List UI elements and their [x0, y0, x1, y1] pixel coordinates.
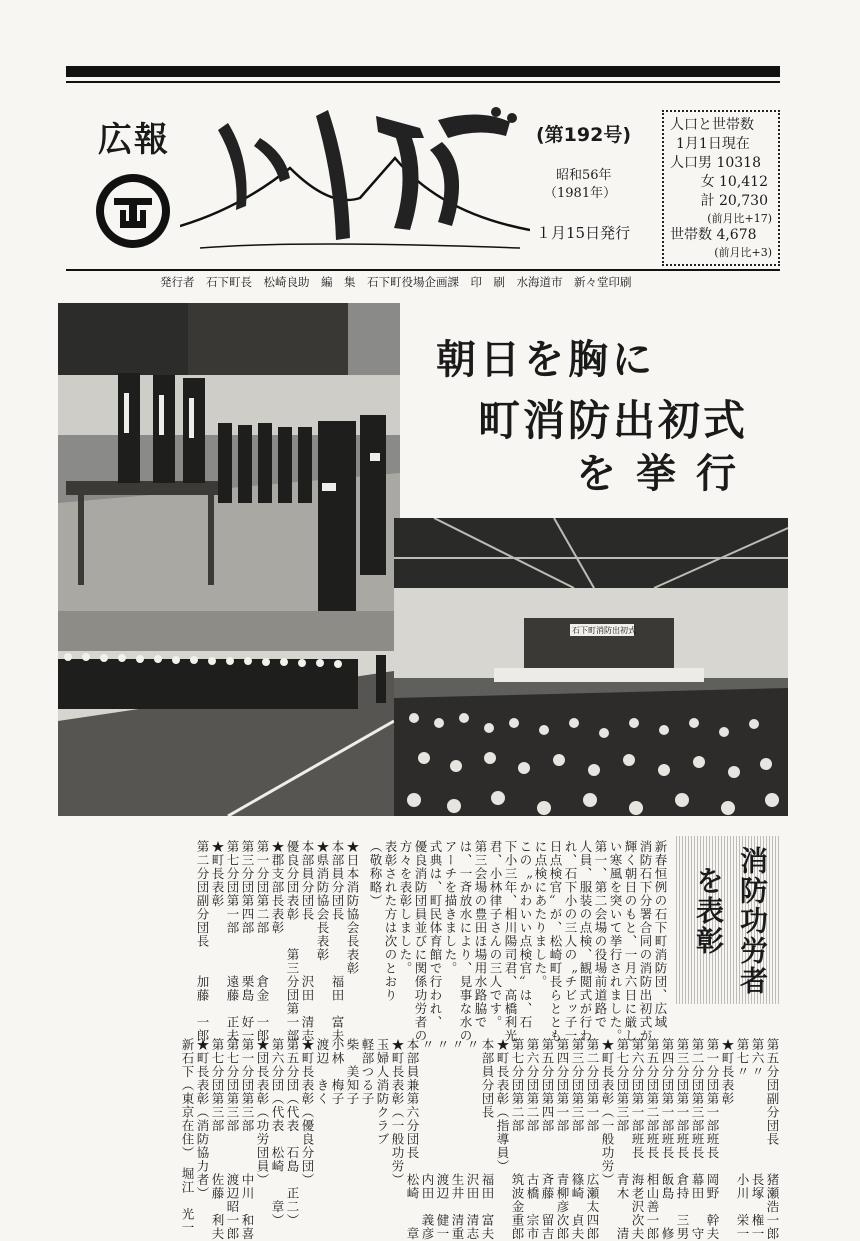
award-entry: 第七分団第三部 渡辺昭一郎 — [225, 1038, 240, 1241]
top-rule-thin — [66, 81, 780, 83]
masthead-bottom-rule — [66, 269, 780, 271]
section-title-box — [676, 836, 780, 1004]
population-as-of: 1月1日現在 — [676, 136, 750, 152]
population-total: 計 20,730 — [700, 193, 768, 209]
population-title: 人口と世帯数 — [670, 117, 754, 133]
award-entry: 小林 梅子 — [330, 1038, 345, 1106]
award-entry: 新石下（東京在住） 堀江 光一 — [180, 1038, 195, 1235]
issue-number: (第192号) — [536, 124, 632, 146]
article-column: 新春恒例の石下町消防団、広域 — [653, 840, 668, 1029]
article-column: 消防石下分署合同の消防出初式が — [638, 840, 653, 1043]
award-entry: 玉婦人消防クラブ — [375, 1038, 390, 1146]
western-year: （1981年） — [544, 186, 617, 201]
award-entry: ★町長表彰（消防協力者） — [195, 1038, 210, 1200]
population-households-diff: (前月比+3) — [714, 246, 772, 259]
award-entry: 第五分団（代表 石島 正二） — [285, 1038, 300, 1227]
publisher-line: 発行者 石下町長 松崎良助 編 集 石下町役場企画課 印 刷 水海道市 新々堂印刷 — [160, 275, 632, 289]
article-column: 輝く朝日のもと、一月六日に厳し — [623, 840, 638, 1043]
article-column: に点検にあたりました。 — [533, 840, 548, 989]
award-entry: ★郡支部長表彰 — [270, 840, 285, 935]
award-entry: ★町長表彰 — [210, 840, 225, 908]
award-entry: 柴 美知子 — [345, 1038, 360, 1106]
photo-gym-ceremony — [394, 518, 788, 816]
award-entry: 第四分団第一部班長 飯島 修 — [660, 1038, 675, 1241]
article-column: この〝かわいい点検官〟は、石 — [518, 840, 533, 1029]
headline-line1: 朝日を胸に — [436, 336, 656, 383]
award-entry: 第四分団第一部 青柳彦次郎 — [555, 1038, 570, 1241]
population-box — [662, 110, 780, 266]
award-entry: ★町長表彰（指導員） — [495, 1038, 510, 1173]
article-column: れ、石下小の三人の〝チビッ子一 — [563, 840, 578, 1043]
award-entry: ★町長表彰（優良分団） — [300, 1038, 315, 1187]
award-entry: 軽部つる子 — [360, 1038, 375, 1106]
article-column: 優良消防団員並びに関係功労者の — [413, 840, 428, 1043]
award-entry: 〃 沢田 清志 — [465, 1038, 480, 1241]
article-column: 第三会場の豊田ほ場用水路脇で — [473, 840, 488, 1029]
article-column: 君、小林律子さんの三人です。 — [488, 840, 503, 1029]
award-entry: ★町長表彰（一般功労） — [390, 1038, 405, 1187]
article-column: 人員、服装の点検、観閲式が行わ — [578, 840, 593, 1043]
article-column: 日点検官〟が、松崎町長らととも — [548, 840, 563, 1043]
article-column: い寒風を突いて挙行されました。 — [608, 840, 623, 1043]
award-entry: 第二分団第一部 広瀬太四郎 — [585, 1038, 600, 1241]
award-entry: 第二分団第三部班長 幕田 守 — [690, 1038, 705, 1241]
hall-sign: 石下町消防出初式 — [572, 626, 636, 635]
award-entry: 第六〃 長塚 権一 — [750, 1038, 765, 1241]
top-rule — [66, 66, 780, 77]
award-entry: 本部員分団長 沢田 清志 — [300, 840, 315, 1043]
title-artwork — [180, 98, 530, 263]
award-entry: 第七〃 小川 栄一 — [735, 1038, 750, 1241]
award-entry: 第二分団副分団長 加藤 一郎 — [195, 840, 210, 1043]
award-entry: ★日本消防協会長表彰 — [345, 840, 360, 975]
population-male: 人口男 10318 — [670, 155, 761, 171]
article-body — [368, 840, 668, 1043]
award-entry: 第五分団第二部班長 相山善一郎 — [645, 1038, 660, 1241]
article-column: 式典は、町民体育館で行われ、 — [428, 840, 443, 1029]
article-column: （敬称略） — [368, 840, 383, 908]
article-column: アーチを描きました。 — [443, 840, 458, 975]
headline-line2: 町消防出初式 — [478, 396, 749, 445]
award-entry: 第五分団副分団長 猪瀬浩一郎 — [765, 1038, 780, 1241]
population-total-diff: (前月比+17) — [707, 212, 772, 225]
award-entry: 第五分団第四部 斉藤 留吉 — [540, 1038, 555, 1241]
town-emblem — [94, 172, 172, 250]
award-entry: 本部員分団長 福田 富夫 — [330, 840, 345, 1043]
award-entry: 第六分団（代表 松崎 章） — [270, 1038, 285, 1227]
headline-line3: を挙行 — [576, 450, 756, 497]
award-entry: 第三分団第四部 栗島 好一 — [240, 840, 255, 1043]
publish-date: １月15日発行 — [536, 224, 631, 242]
award-entry: 第七分団第三部 佐藤 利夫 — [210, 1038, 225, 1241]
award-entry: ★県消防協会長表彰 — [315, 840, 330, 962]
award-entry: ★団長表彰（功労団員） — [255, 1038, 270, 1187]
award-entry: ★町長表彰（一般功労） — [600, 1038, 615, 1187]
award-entry: 第六分団第二部 古橋 宗市 — [525, 1038, 540, 1241]
photo-officials-stand — [58, 303, 400, 611]
article-column: は、一斉放水により、見事な水の — [458, 840, 473, 1043]
award-entry: 渡辺 きく — [315, 1038, 330, 1106]
award-entry: 〃 渡辺 健一 — [435, 1038, 450, 1241]
award-entry: 第六分団第一部班長 海老沢次夫 — [630, 1038, 645, 1241]
article-column: 表彰された方は次のとおり — [383, 840, 398, 1002]
kouhou-label: 広報 — [98, 120, 170, 160]
population-female: 女 10,412 — [700, 174, 768, 190]
award-entry: 優良分団表彰 第三分団第一部 — [285, 840, 300, 1043]
award-entry: 第七分団第二部 筑波金重郎 — [510, 1038, 525, 1241]
award-entry: 第七分団第一部 遠藤 正夫 — [225, 840, 240, 1043]
lower-award-list — [60, 1038, 780, 1241]
photo-inspection-row — [58, 611, 394, 816]
upper-award-list — [0, 840, 360, 1043]
section-title-line2: を表彰 — [692, 866, 725, 956]
award-entry: 第三分団第一部班長 倉持 三男 — [675, 1038, 690, 1241]
era-date: 昭和56年 — [556, 168, 612, 183]
award-entry: 本部員兼第六分団長 松崎 章 — [405, 1038, 420, 1241]
award-entry: 〃 内田 義彦 — [420, 1038, 435, 1241]
award-entry: 本部員分団長 福田 富夫 — [480, 1038, 495, 1241]
article-column: 下小三年、相川陽司君、高橋利光 — [503, 840, 518, 1043]
award-entry: 第一分団第一部班長 岡野 幹夫 — [705, 1038, 720, 1241]
award-entry: ★町長表彰 — [720, 1038, 735, 1106]
award-entry: 第一分団第二部 倉金 一郎 — [255, 840, 270, 1043]
article-column: 方々を表彰しました。 — [398, 840, 413, 975]
article-column: 第一、第二会場の役場前道路で — [593, 840, 608, 1029]
population-households: 世帯数 4,678 — [670, 227, 757, 243]
award-entry: 第三分団第三部 篠崎 貞夫 — [570, 1038, 585, 1241]
section-title-line1: 消防功労者 — [736, 846, 769, 996]
award-entry: 〃 生井 清重 — [450, 1038, 465, 1241]
award-entry: 第七分団第三部 青木 清 — [615, 1038, 630, 1241]
award-entry: 第一分団第三部 中川 和喜 — [240, 1038, 255, 1241]
